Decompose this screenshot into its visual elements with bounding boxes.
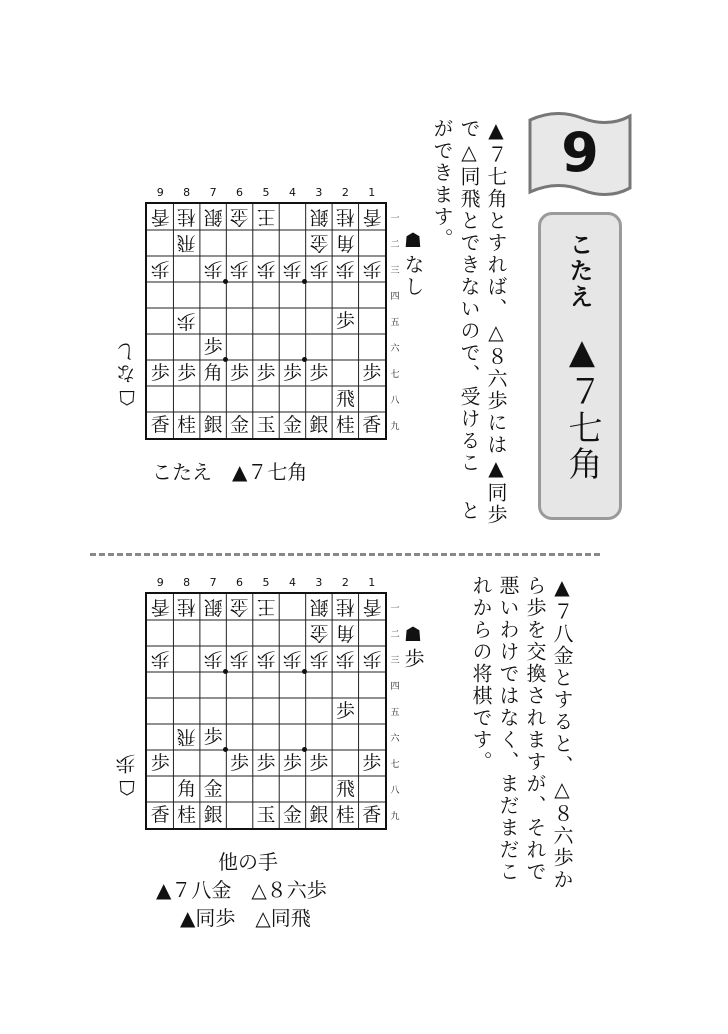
column-label: 2 [341, 576, 349, 589]
shogi-piece: 歩 [177, 362, 197, 384]
shogi-piece: 金 [309, 622, 329, 644]
shogi-piece: 銀 [309, 414, 329, 436]
shogi-piece: 歩 [282, 648, 302, 670]
shogi-piece: 歩 [282, 752, 302, 774]
shogi-piece: 歩 [362, 648, 382, 670]
row-label: 九 [390, 812, 400, 822]
shogi-piece: 歩 [309, 258, 329, 280]
column-label: 1 [368, 576, 376, 589]
row-label: 九 [390, 422, 400, 432]
row-label: 一 [390, 604, 400, 614]
shogi-piece: 金 [282, 414, 302, 436]
shogi-piece: 歩 [256, 258, 276, 280]
shogi-piece: 桂 [335, 206, 355, 228]
column-label: 6 [236, 186, 244, 199]
shogi-piece: 王 [256, 206, 276, 228]
shogi-piece: 角 [335, 232, 355, 254]
shogi-piece: 歩 [230, 752, 250, 774]
shogi-piece: 香 [150, 596, 170, 618]
shogi-piece: 飛 [177, 726, 197, 748]
column-label: 5 [262, 186, 270, 199]
explanation-text-1: ▲７七角とすれば、△８六歩には▲同歩で△同飛とできないので、受けるこ とができます。 [430, 118, 508, 526]
row-label: 二 [390, 630, 400, 640]
shogi-piece: 玉 [256, 414, 276, 436]
row-label: 八 [390, 786, 400, 796]
shogi-piece: 歩 [362, 258, 382, 280]
shogi-piece: 銀 [203, 804, 223, 826]
column-label: 6 [236, 576, 244, 589]
gote-hand-1: ☖なし [115, 340, 139, 410]
shogi-piece: 歩 [177, 310, 197, 332]
board-caption-2-title: 他の手 [218, 850, 278, 874]
shogi-piece: 歩 [362, 752, 382, 774]
shogi-piece: 歩 [335, 700, 355, 722]
column-label: 9 [156, 186, 164, 199]
shogi-piece: 歩 [203, 726, 223, 748]
row-label: 八 [390, 396, 400, 406]
sente-hand-2: ☗歩 [401, 622, 425, 670]
shogi-piece: 銀 [203, 414, 223, 436]
board-caption-2-line2: ▲同歩 △同飛 [180, 906, 311, 930]
shogi-piece: 香 [362, 596, 382, 618]
shogi-piece: 角 [203, 362, 223, 384]
shogi-piece: 角 [335, 622, 355, 644]
shogi-piece: 歩 [309, 648, 329, 670]
shogi-piece: 歩 [150, 258, 170, 280]
shogi-piece: 金 [309, 232, 329, 254]
shogi-piece: 歩 [309, 362, 329, 384]
shogi-piece: 歩 [230, 648, 250, 670]
column-label: 7 [209, 186, 217, 199]
shogi-piece: 銀 [203, 596, 223, 618]
shogi-piece: 歩 [150, 752, 170, 774]
shogi-piece: 歩 [150, 362, 170, 384]
shogi-piece: 香 [150, 206, 170, 228]
shogi-piece: 桂 [177, 596, 197, 618]
gote-hand-2: ☖歩 [115, 752, 139, 800]
shogi-piece: 銀 [309, 596, 329, 618]
row-label: 五 [390, 318, 400, 328]
column-label: 4 [288, 576, 296, 589]
column-label: 2 [341, 186, 349, 199]
column-label: 3 [315, 576, 323, 589]
shogi-piece: 香 [150, 414, 170, 436]
shogi-piece: 歩 [282, 362, 302, 384]
shogi-piece: 歩 [335, 648, 355, 670]
shogi-piece: 歩 [282, 258, 302, 280]
board-caption-1: こたえ ▲７七角 [152, 460, 308, 484]
shogi-piece: 角 [177, 778, 197, 800]
shogi-piece: 桂 [177, 804, 197, 826]
shogi-piece: 桂 [335, 596, 355, 618]
explanation-text-2: ▲７八金とすると、△８六歩から歩を交換されますが、それで悪いわけではなく、まだまだこれからの将棋です。 [469, 575, 574, 891]
row-label: 三 [390, 656, 400, 666]
section-divider [90, 553, 600, 556]
shogi-piece: 飛 [177, 232, 197, 254]
answer-move: ▲７七角 [562, 332, 602, 482]
board-caption-2-line1: ▲７八金 △８六歩 [156, 878, 327, 902]
row-label: 六 [390, 344, 400, 354]
shogi-piece: 歩 [203, 258, 223, 280]
shogi-piece: 王 [256, 596, 276, 618]
shogi-board-alternative [145, 592, 387, 830]
shogi-piece: 桂 [335, 804, 355, 826]
shogi-piece: 玉 [256, 804, 276, 826]
row-label: 一 [390, 214, 400, 224]
problem-number: 9 [561, 121, 599, 184]
row-label: 四 [390, 682, 400, 692]
shogi-piece: 歩 [335, 258, 355, 280]
row-label: 二 [390, 240, 400, 250]
shogi-piece: 飛 [335, 778, 355, 800]
column-label: 4 [288, 186, 296, 199]
shogi-piece: 歩 [230, 362, 250, 384]
column-label: 7 [209, 576, 217, 589]
row-label: 七 [390, 760, 400, 770]
shogi-piece: 香 [362, 804, 382, 826]
shogi-piece: 歩 [230, 258, 250, 280]
shogi-piece: 歩 [362, 362, 382, 384]
shogi-piece: 金 [230, 414, 250, 436]
shogi-piece: 歩 [203, 648, 223, 670]
column-label: 8 [183, 186, 191, 199]
shogi-piece: 銀 [203, 206, 223, 228]
row-label: 七 [390, 370, 400, 380]
shogi-piece: 歩 [256, 362, 276, 384]
shogi-board-answer [145, 202, 387, 440]
shogi-piece: 飛 [335, 388, 355, 410]
shogi-piece: 金 [230, 206, 250, 228]
shogi-piece: 歩 [203, 336, 223, 358]
column-label: 8 [183, 576, 191, 589]
shogi-piece: 桂 [177, 206, 197, 228]
row-label: 五 [390, 708, 400, 718]
column-label: 1 [368, 186, 376, 199]
sente-hand-1: ☗なし [401, 228, 425, 298]
shogi-piece: 金 [282, 804, 302, 826]
shogi-piece: 歩 [335, 310, 355, 332]
row-label: 四 [390, 292, 400, 302]
shogi-piece: 桂 [335, 414, 355, 436]
shogi-piece: 歩 [150, 648, 170, 670]
shogi-piece: 銀 [309, 804, 329, 826]
column-label: 5 [262, 576, 270, 589]
shogi-piece: 桂 [177, 414, 197, 436]
shogi-piece: 香 [362, 414, 382, 436]
row-label: 六 [390, 734, 400, 744]
shogi-piece: 香 [362, 206, 382, 228]
shogi-piece: 銀 [309, 206, 329, 228]
answer-heading: こたえ [565, 232, 593, 310]
shogi-piece: 金 [230, 596, 250, 618]
shogi-piece: 歩 [256, 752, 276, 774]
row-label: 三 [390, 266, 400, 276]
shogi-piece: 金 [203, 778, 223, 800]
shogi-piece: 歩 [256, 648, 276, 670]
shogi-piece: 歩 [309, 752, 329, 774]
column-label: 3 [315, 186, 323, 199]
column-label: 9 [156, 576, 164, 589]
shogi-piece: 香 [150, 804, 170, 826]
